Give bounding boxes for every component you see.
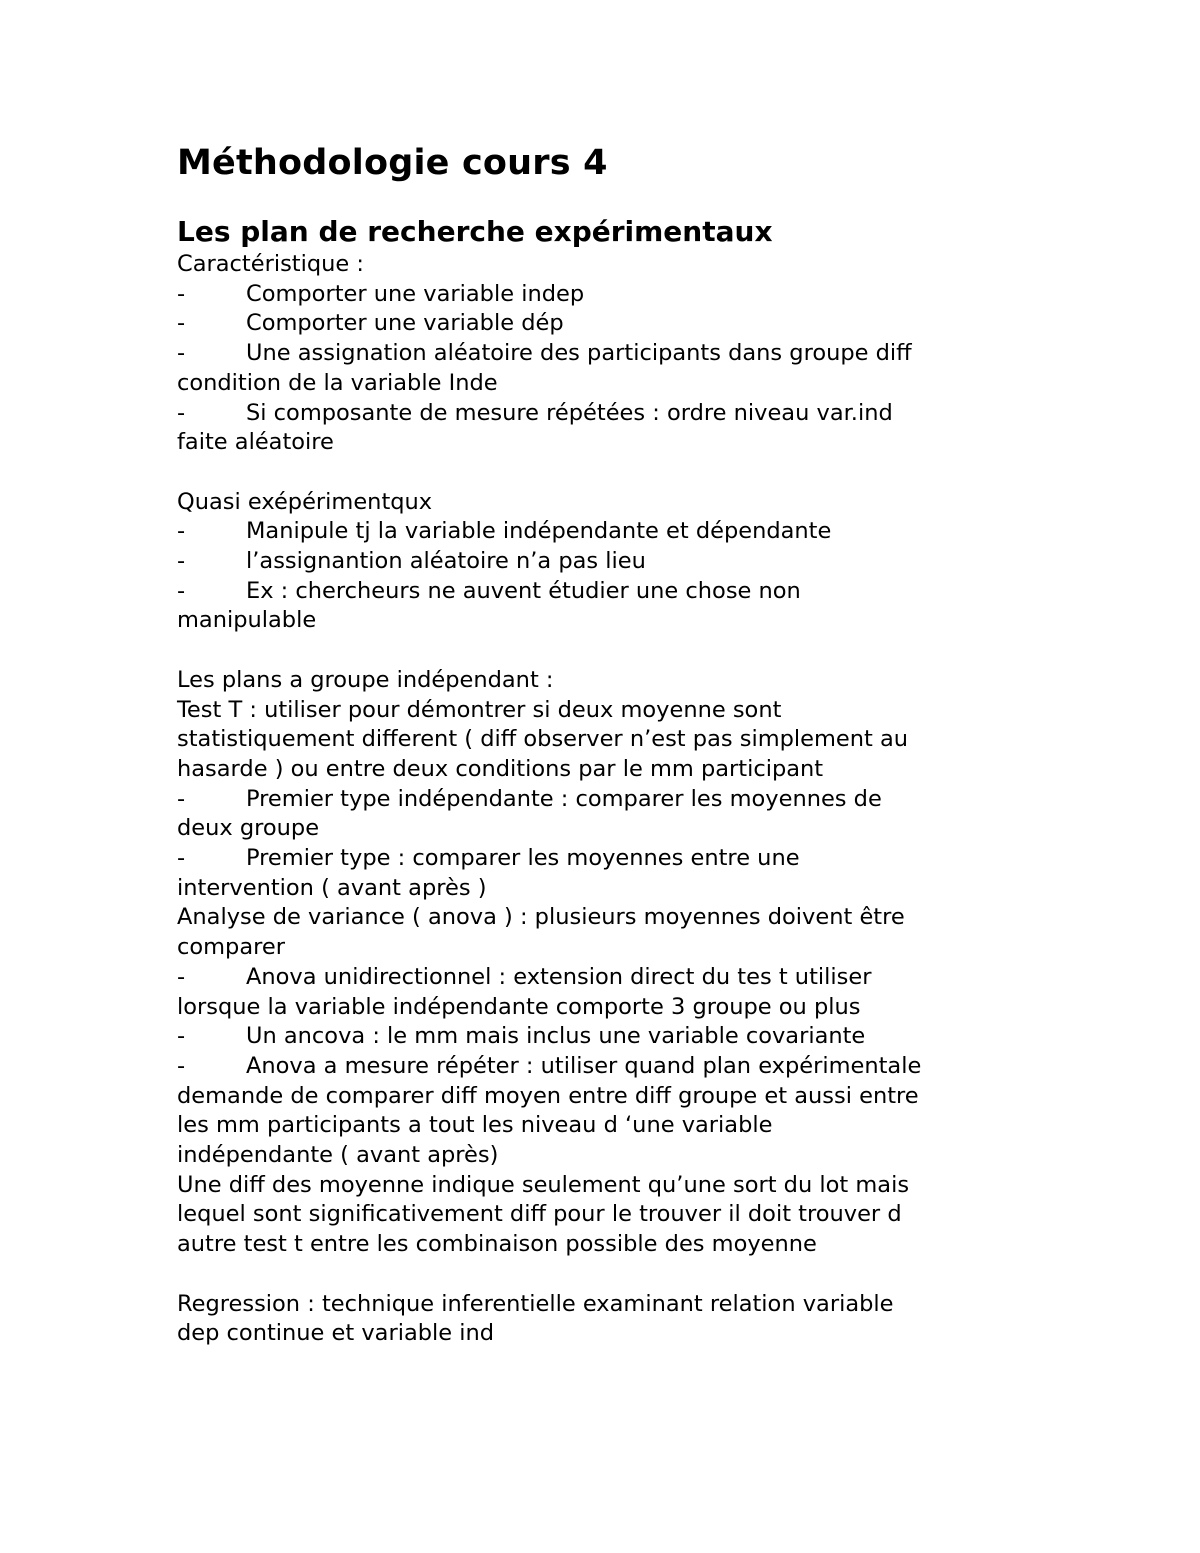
anova-line: comparer (177, 934, 285, 961)
list-item (177, 547, 1057, 577)
paragraph-spacer (177, 458, 1057, 488)
list-item-continuation: deux groupe (177, 815, 320, 842)
caracteristique-label: Caractéristique : (177, 251, 364, 277)
list-item-text: Anova a mesure répéter : utiliser quand plan expérimentale (246, 1052, 922, 1079)
list-item-text: Comporter une variable indep (246, 280, 585, 307)
list-item (177, 339, 1057, 369)
regression-line: Regression : technique inferentielle examinant relation variable (177, 1290, 894, 1317)
document-title: Méthodologie cours 4 (177, 143, 608, 183)
bullet-dash: - (177, 399, 186, 426)
list-item-continuation: faite aléatoire (177, 429, 334, 456)
list-item-text: Manipule tj la variable indépendante et dépendante (246, 518, 832, 545)
bullet-dash: - (177, 1023, 186, 1050)
list-item-continuation: demande de comparer diff moyen entre diff groupe et aussi entre (177, 1082, 919, 1109)
bullet-dash: - (177, 785, 186, 812)
list-item-text: Premier type : comparer les moyennes entre une (246, 845, 800, 872)
list-item-text: Une assignation aléatoire des participants dans groupe diff (246, 340, 912, 367)
test-t-line: statistiquement different ( diff observer n’est pas simplement au (177, 726, 909, 753)
list-item-text: Un ancova : le mm mais inclus une variable covariante (246, 1023, 866, 1050)
list-item (177, 1052, 1057, 1082)
list-item-text: Si composante de mesure répétées : ordre niveau var.ind (246, 399, 893, 426)
bullet-dash: - (177, 340, 186, 367)
list-item-text: Anova unidirectionnel : extension direct du tes t utiliser (246, 963, 872, 990)
paragraph-spacer (177, 1260, 1057, 1290)
bullet-dash: - (177, 845, 186, 872)
closing-line: autre test t entre les combinaison possible des moyenne (177, 1231, 817, 1258)
bullet-dash: - (177, 548, 186, 575)
list-item-text: Comporter une variable dép (246, 310, 564, 337)
list-item (177, 517, 1057, 547)
anova-line: Analyse de variance ( anova ) : plusieurs moyennes doivent être (177, 904, 905, 931)
list-item-continuation: indépendante ( avant après) (177, 1142, 499, 1169)
list-item (177, 280, 1057, 310)
bullet-dash: - (177, 963, 186, 990)
bullet-dash: - (177, 280, 186, 307)
list-item (177, 399, 1057, 429)
groupe-independant-label: Les plans a groupe indépendant : (177, 666, 554, 693)
list-item (177, 1022, 1057, 1052)
section-heading-plans-experimentaux: Les plan de recherche expérimentaux (177, 215, 773, 248)
bullet-dash: - (177, 1052, 186, 1079)
bullet-dash: - (177, 577, 186, 604)
closing-line: lequel sont significativement diff pour le trouver il doit trouver d (177, 1201, 902, 1228)
bullet-dash: - (177, 518, 186, 545)
list-item (177, 785, 1057, 815)
regression-line: dep continue et variable ind (177, 1320, 495, 1347)
list-item-continuation: les mm participants a tout les niveau d ‘une variable (177, 1112, 773, 1139)
list-item (177, 309, 1057, 339)
quasi-experimentaux-label: Quasi exépérimentqux (177, 488, 433, 515)
list-item-continuation: intervention ( avant après ) (177, 874, 487, 901)
list-item-text: l’assignantion aléatoire n’a pas lieu (246, 548, 646, 575)
list-item (177, 844, 1057, 874)
list-item-continuation: lorsque la variable indépendante comporte 3 groupe ou plus (177, 993, 861, 1020)
list-item-continuation: condition de la variable Inde (177, 369, 498, 396)
document-page (177, 140, 1057, 1349)
list-item-text: Premier type indépendante : comparer les moyennes de (246, 785, 882, 812)
list-item (177, 577, 1057, 607)
closing-line: Une diff des moyenne indique seulement qu’une sort du lot mais (177, 1171, 910, 1198)
list-item-text: Ex : chercheurs ne auvent étudier une chose non (246, 577, 801, 604)
bullet-dash: - (177, 310, 186, 337)
test-t-line: Test T : utiliser pour démontrer si deux moyenne sont (177, 696, 782, 723)
test-t-line: hasarde ) ou entre deux conditions par le mm participant (177, 755, 824, 782)
list-item (177, 963, 1057, 993)
paragraph-spacer (177, 636, 1057, 666)
list-item-continuation: manipulable (177, 607, 317, 634)
